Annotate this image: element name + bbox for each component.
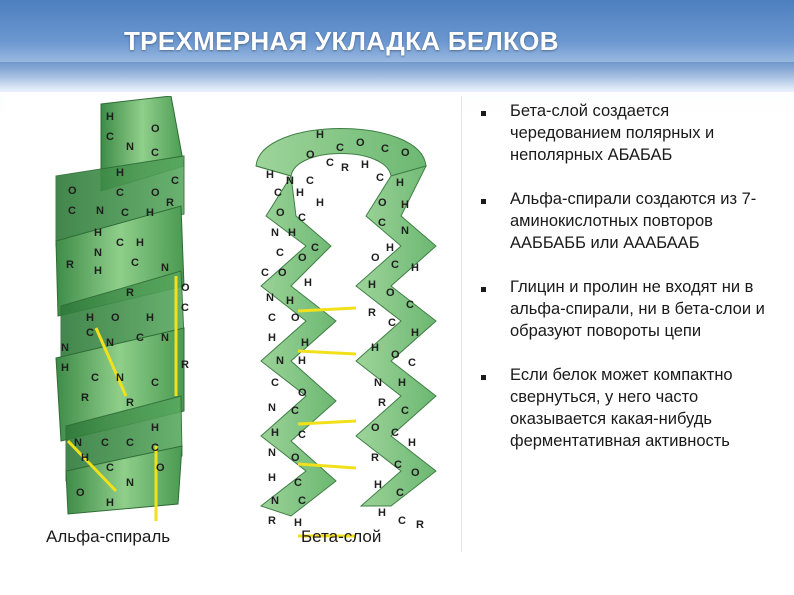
atom-label: C	[394, 459, 402, 471]
atom-label: C	[401, 405, 409, 417]
atom-label: C	[68, 205, 76, 217]
atom-label: N	[161, 262, 169, 274]
atom-label: C	[261, 267, 269, 279]
atom-label: R	[126, 287, 134, 299]
atom-label: C	[274, 187, 282, 199]
atom-label: N	[276, 355, 284, 367]
atom-label: C	[291, 405, 299, 417]
atom-label: O	[298, 387, 307, 399]
atom-label: C	[151, 442, 159, 454]
atom-label: H	[408, 437, 416, 449]
atom-label: H	[146, 312, 154, 324]
bullet-marker	[481, 111, 486, 116]
atom-label: O	[371, 252, 380, 264]
atom-label: R	[371, 452, 379, 464]
atom-label: H	[271, 427, 279, 439]
atom-label: H	[316, 197, 324, 209]
atom-label: C	[306, 175, 314, 187]
atom-label: O	[291, 452, 300, 464]
beta-sheet	[256, 129, 436, 517]
atom-label: C	[131, 257, 139, 269]
atom-label: H	[386, 242, 394, 254]
atom-label: N	[94, 247, 102, 259]
atom-label: C	[268, 312, 276, 324]
atom-label: C	[311, 242, 319, 254]
atom-label: H	[94, 227, 102, 239]
atom-label: H	[374, 479, 382, 491]
atom-label: C	[116, 237, 124, 249]
atom-label: N	[271, 227, 279, 239]
atom-label: C	[298, 495, 306, 507]
atom-label: N	[61, 342, 69, 354]
atom-label: R	[368, 307, 376, 319]
atom-label: R	[181, 359, 189, 371]
atom-label: N	[106, 337, 114, 349]
atom-label: N	[286, 175, 294, 187]
bullet-item	[478, 364, 778, 452]
atom-label: C	[101, 437, 109, 449]
atom-label: C	[326, 157, 334, 169]
atom-label: H	[116, 167, 124, 179]
atom-label: H	[411, 262, 419, 274]
bullet-list	[478, 100, 778, 474]
atom-label: C	[391, 259, 399, 271]
slide-title: ТРЕХМЕРНАЯ УКЛАДКА БЕЛКОВ	[124, 26, 559, 56]
atom-label: O	[401, 147, 410, 159]
atom-label: N	[74, 437, 82, 449]
atom-label: H	[378, 507, 386, 519]
slide-header	[0, 0, 794, 92]
atom-label: O	[111, 312, 120, 324]
protein-illustration	[6, 96, 461, 552]
atom-label: H	[396, 177, 404, 189]
atom-label: O	[411, 467, 420, 479]
atom-label: C	[298, 429, 306, 441]
atom-label: C	[106, 462, 114, 474]
atom-label: H	[304, 277, 312, 289]
atom-label: O	[391, 349, 400, 361]
atom-label: C	[381, 143, 389, 155]
atom-label: H	[268, 472, 276, 484]
atom-label: N	[96, 205, 104, 217]
atom-label: H	[298, 355, 306, 367]
atom-label: N	[116, 372, 124, 384]
atom-label: H	[361, 159, 369, 171]
atom-label: O	[278, 267, 287, 279]
atom-label: H	[401, 199, 409, 211]
atom-label: C	[398, 515, 406, 527]
atom-label: R	[341, 162, 349, 174]
atom-label: N	[126, 477, 134, 489]
atom-label: N	[374, 377, 382, 389]
atom-label: C	[181, 302, 189, 314]
atom-label: H	[411, 327, 419, 339]
atom-label: H	[86, 312, 94, 324]
atom-label: C	[378, 217, 386, 229]
atom-label: R	[268, 515, 276, 527]
atom-label: R	[126, 397, 134, 409]
atom-label: O	[356, 137, 365, 149]
hydrogen-bond-line	[298, 351, 356, 354]
atom-label: C	[388, 317, 396, 329]
atom-label: H	[136, 237, 144, 249]
atom-label: C	[136, 332, 144, 344]
atom-label: H	[371, 342, 379, 354]
atom-label: C	[171, 175, 179, 187]
atom-label: O	[68, 185, 77, 197]
atom-label: H	[81, 452, 89, 464]
atom-label: N	[271, 495, 279, 507]
bullet-text: Если белок может компактно свернуться, у него часто оказывается какая-нибудь ферментативная активность	[510, 366, 733, 450]
atom-label: H	[316, 129, 324, 141]
atom-label: O	[291, 312, 300, 324]
bullet-text: Бета-слой создается чередованием полярных и неполярных АБАБАБ	[510, 102, 715, 164]
atom-label: H	[61, 362, 69, 374]
atom-label: C	[396, 487, 404, 499]
atom-label: C	[298, 212, 306, 224]
atom-label: H	[94, 265, 102, 277]
bullet-item	[478, 100, 778, 166]
bullet-marker	[481, 287, 486, 292]
atom-label: C	[376, 172, 384, 184]
atom-label: H	[288, 227, 296, 239]
atom-label: O	[298, 252, 307, 264]
atom-label: N	[401, 225, 409, 237]
atom-label: C	[121, 207, 129, 219]
atom-label: H	[301, 337, 309, 349]
atom-label: O	[371, 422, 380, 434]
atom-label: R	[166, 197, 174, 209]
atom-label: O	[156, 462, 165, 474]
alpha-helix-caption: Альфа-спираль	[46, 527, 171, 546]
atom-label: O	[151, 123, 160, 135]
alpha-helix	[56, 96, 184, 514]
atom-label: H	[106, 497, 114, 509]
beta-sheet-caption: Бета-слой	[301, 527, 382, 546]
atom-label: C	[106, 131, 114, 143]
atom-label: C	[391, 427, 399, 439]
bullet-marker	[481, 199, 486, 204]
atom-label: N	[126, 141, 134, 153]
atom-label: C	[294, 477, 302, 489]
beta-strand-right	[356, 166, 436, 506]
atom-label: O	[76, 487, 85, 499]
atom-label: C	[91, 372, 99, 384]
atom-label: C	[336, 142, 344, 154]
atom-label: N	[161, 332, 169, 344]
atom-label: C	[406, 299, 414, 311]
atom-label: O	[181, 282, 190, 294]
header-band	[0, 62, 794, 88]
atom-label: H	[268, 332, 276, 344]
atom-label: C	[151, 147, 159, 159]
atom-label: O	[306, 149, 315, 161]
atom-label: H	[266, 169, 274, 181]
atom-label: H	[146, 207, 154, 219]
atom-label: O	[151, 187, 160, 199]
atom-label: C	[86, 327, 94, 339]
atom-label: H	[151, 422, 159, 434]
atom-label: R	[81, 392, 89, 404]
protein-figure	[6, 96, 462, 552]
bullet-text: Альфа-спирали создаются из 7-аминокислотных повторов ААББАББ или АААБААБ	[510, 190, 757, 252]
bullet-item	[478, 188, 778, 254]
atom-label: C	[151, 377, 159, 389]
atom-label: H	[106, 111, 114, 123]
atom-label: H	[286, 295, 294, 307]
atom-label: H	[368, 279, 376, 291]
atom-label: C	[408, 357, 416, 369]
bullet-text: Глицин и пролин не входят ни в альфа-спирали, ни в бета-слои и образуют повороты цепи	[510, 278, 765, 340]
atom-label: N	[268, 402, 276, 414]
atom-label: C	[276, 247, 284, 259]
atom-label: O	[378, 197, 387, 209]
atom-label: H	[296, 187, 304, 199]
atom-label: C	[126, 437, 134, 449]
atom-label: H	[398, 377, 406, 389]
atom-label: R	[416, 519, 424, 531]
atom-label: H	[294, 517, 302, 529]
atom-label: O	[386, 287, 395, 299]
atom-label: R	[378, 397, 386, 409]
atom-label: O	[276, 207, 285, 219]
atom-label: C	[271, 377, 279, 389]
atom-label: N	[268, 447, 276, 459]
atom-label: R	[66, 259, 74, 271]
bullet-item	[478, 276, 778, 342]
atom-label: N	[266, 292, 274, 304]
bullet-marker	[481, 375, 486, 380]
atom-label: C	[116, 187, 124, 199]
